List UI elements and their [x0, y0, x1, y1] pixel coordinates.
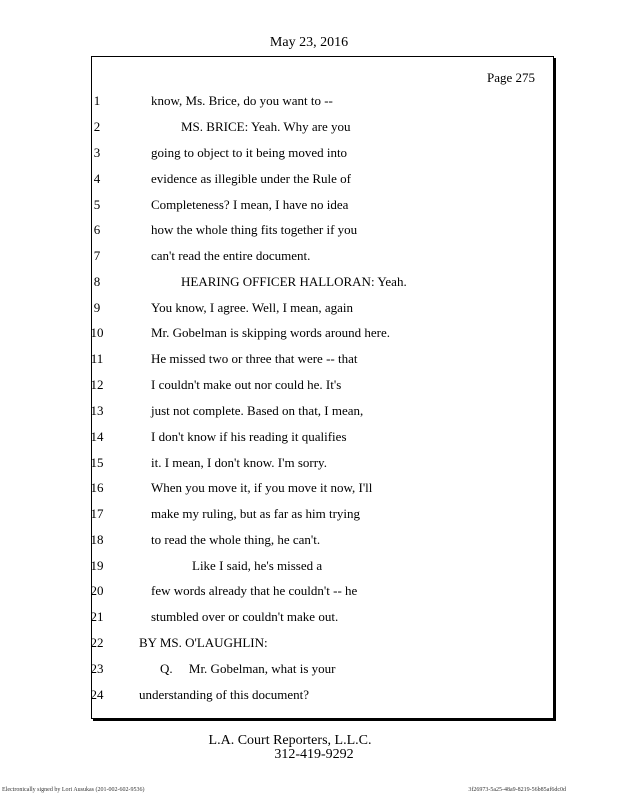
line-number: 13 [90, 403, 104, 418]
line-number: 10 [90, 325, 104, 340]
line-text: few words already that he couldn't -- he [151, 583, 358, 598]
line-number: 7 [93, 248, 101, 263]
line-text: make my ruling, but as far as him trying [151, 506, 361, 521]
footer-company: L.A. Court Reporters, L.L.C. [208, 733, 372, 748]
line-text: When you move it, if you move it now, I'll [151, 480, 373, 495]
line-number: 23 [90, 661, 104, 676]
line-text: it. I mean, I don't know. I'm sorry. [151, 455, 327, 470]
line-number: 19 [90, 558, 104, 573]
line-text: You know, I agree. Well, I mean, again [151, 300, 353, 315]
line-number: 24 [90, 687, 104, 702]
line-text: I don't know if his reading it qualifies [151, 429, 347, 444]
line-number: 3 [93, 145, 101, 160]
line-text: Q. Mr. Gobelman, what is your [160, 661, 336, 676]
line-number: 17 [90, 506, 104, 521]
line-text: know, Ms. Brice, do you want to -- [151, 93, 333, 108]
line-text: can't read the entire document. [151, 248, 311, 263]
line-number: 18 [90, 532, 104, 547]
line-text: MS. BRICE: Yeah. Why are you [181, 119, 351, 134]
line-number: 1 [93, 93, 101, 108]
line-number: 16 [90, 480, 104, 495]
line-text: HEARING OFFICER HALLORAN: Yeah. [181, 274, 407, 289]
electronic-signature-note: Electronically signed by Lori Ausukas (201-002-602-9536) [2, 787, 145, 793]
line-number: 20 [90, 583, 104, 598]
line-number: 12 [90, 377, 104, 392]
line-text: going to object to it being moved into [151, 145, 348, 160]
footer-phone: 312-419-9292 [274, 747, 354, 762]
line-number: 21 [90, 609, 104, 624]
document-id: 3f26973-5a25-48a9-8219-56b85af6dc0d [468, 787, 566, 793]
line-text: stumbled over or couldn't make out. [151, 609, 339, 624]
line-text: to read the whole thing, he can't. [151, 532, 321, 547]
line-number: 2 [93, 119, 101, 134]
header-date: May 23, 2016 [269, 35, 349, 50]
line-number: 9 [93, 300, 101, 315]
line-number: 15 [90, 455, 104, 470]
line-number: 6 [93, 222, 101, 237]
line-number: 5 [93, 197, 101, 212]
line-text: just not complete. Based on that, I mean, [151, 403, 364, 418]
line-text: BY MS. O'LAUGHLIN: [139, 635, 268, 650]
line-number: 8 [93, 274, 101, 289]
line-text: Completeness? I mean, I have no idea [151, 197, 349, 212]
line-number: 14 [90, 429, 104, 444]
line-text: I couldn't make out nor could he. It's [151, 377, 342, 392]
line-text: evidence as illegible under the Rule of [151, 171, 351, 186]
line-number: 22 [90, 635, 104, 650]
line-text: Like I said, he's missed a [192, 558, 323, 573]
line-number: 11 [90, 351, 104, 366]
line-number: 4 [93, 171, 101, 186]
line-text: Mr. Gobelman is skipping words around here. [151, 325, 391, 340]
line-text: understanding of this document? [139, 687, 310, 702]
line-text: He missed two or three that were -- that [151, 351, 358, 366]
page-number: Page 275 [487, 70, 536, 85]
line-text: how the whole thing fits together if you [151, 222, 358, 237]
